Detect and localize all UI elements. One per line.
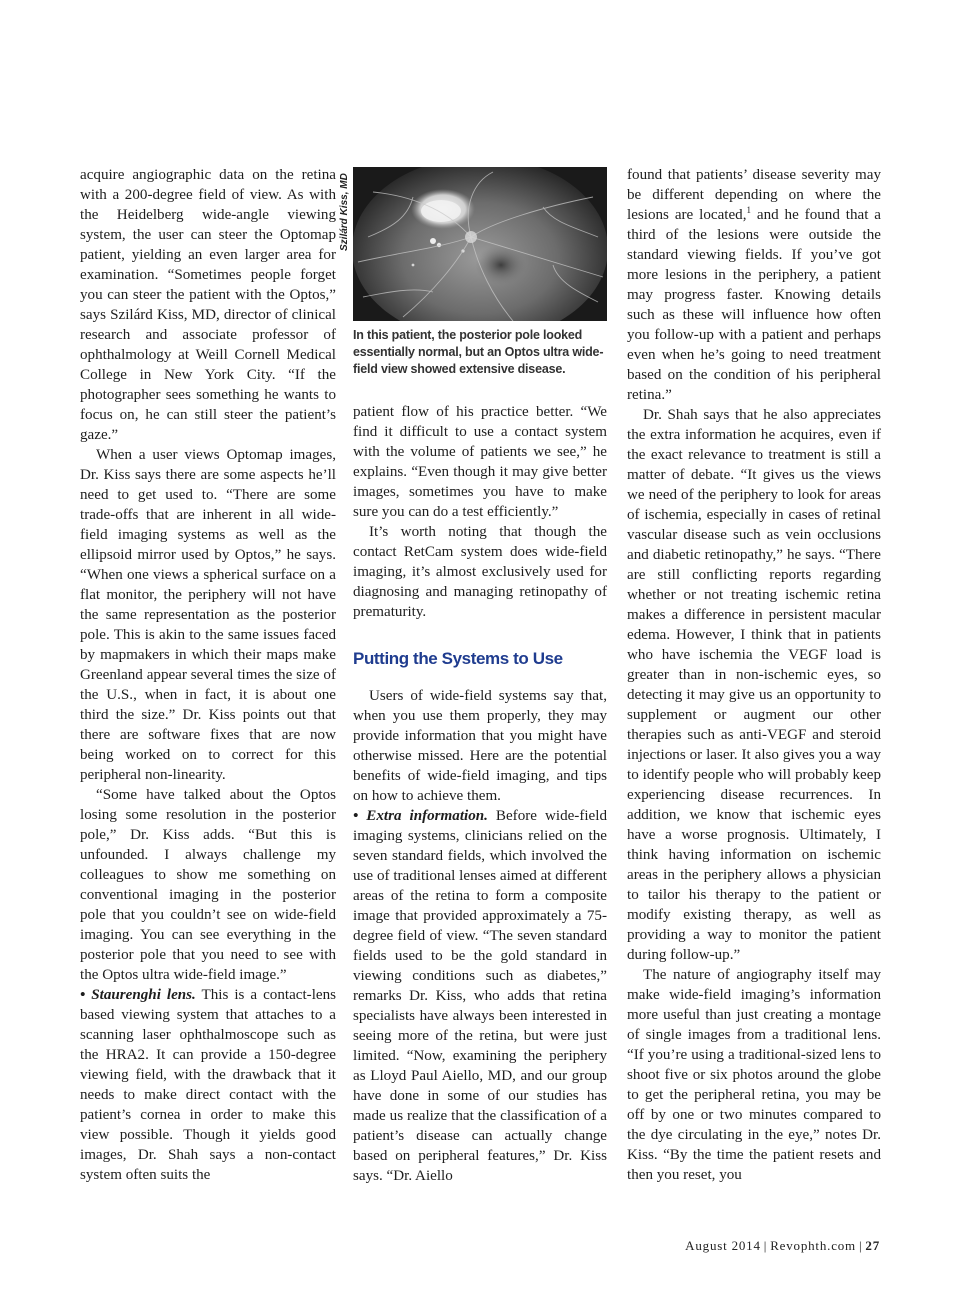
retina-angiogram-image bbox=[353, 167, 607, 321]
paragraph bbox=[353, 806, 607, 1186]
paragraph: When a user views Optomap images, Dr. Kiss says there are some aspects he’ll need to get used to. “There are some trade-offs that are inherent in all wide-field imaging systems as well as the ellipsoid mirror used by Optos,” he says. “When one views a spherical surface on a flat monitor, the periphery will not have the same representation as the posterior pole. This is akin to the same issues faced by mapmakers in which their maps make Greenland appear several times the size of the U.S., when in fact, it is about one third the size.” Dr. Kiss points out that there are software fixes that are now being worked on to correct for this peripheral non-linearity. bbox=[80, 447, 336, 783]
website: Revophth.com bbox=[770, 1238, 856, 1253]
paragraph: It’s worth noting that though the contact RetCam system does wide-field imaging, it’s almost exclusively used for diagnosing and managing retinopathy of prematurity. bbox=[353, 524, 607, 620]
paragraph-text: This is a contact-lens based viewing system that attaches to a scanning laser ophthalmoscope such as the HRA2. It can provide a 150-degree viewing field, with the drawback that it needs to make direct contact with the patient’s cornea in order to make this view possible. Though it yields good images, Dr. Shah says a non-contact system often suits the bbox=[80, 987, 337, 1183]
paragraph: Dr. Shah says that he also appreciates the extra information he acquires, even if the exact relevance to treatment is still a matter of debate. “It gives us the views we need of the periphery to look for areas of ischemia, especially in cases of retinal vascular disease such as vein occlusions and diabetic retinopathy,” he says. “There are still conflicting reports regarding whether or not treating ischemic retina makes a difference in persistent macular edema. However, I think that in patients who have ischemia the VEGF load is greater than in non-ischemic eyes, so detecting it may give us an opportunity to supplement or augment our other therapies such as anti-VEGF and steroid injections or laser. It also gives you a way to identify people who will probably keep experiencing disease recurrences. In addition, we know that ischemic eyes have a worse prognosis. Ultimately, I think having information on ischemic areas in the periphery allows a physician to tailor his therapy to the patient or modify existing therapy, as well as providing a way to monitor the patient during follow-up.” bbox=[627, 407, 881, 963]
section-heading: Putting the Systems to Use bbox=[353, 649, 563, 668]
page-footer: August 2014 | Revophth.com | 27 bbox=[685, 1238, 880, 1253]
paragraph-text: Before wide-field imaging systems, clinicians relied on the seven standard fields, which involved the use of traditional lenses aimed at different areas of the retina to form a composite image that provided approximately a 75-degree field of view. “The seven standard fields used to be the gold standard in viewing conditions such as diabetes,” remarks Dr. Kiss, who adds that retina specialists have always been interested in seeing more of the retina, but were just limited. “Now, examining the periphery as Lloyd Paul Aiello, MD, and our group have done in some of our studies has made us realize that the classification of a patient’s disease can actually change based on peripheral features,” Dr. Kiss says. “Dr. Aiello bbox=[353, 808, 607, 1184]
paragraph bbox=[80, 985, 336, 1185]
paragraph: Users of wide-field systems say that, when you use them properly, they may provide information that you might have otherwise missed. Here are the potential benefits of wide-field imaging, and tips on how to achieve them. bbox=[353, 688, 607, 804]
paragraph: patient flow of his practice better. “We find it difficult to use a contact system with the volume of patients we see,” he explains. “Even though it may give better images, sometimes you have to make sure you can do a test efficiently.” bbox=[353, 404, 607, 520]
article-column-2 bbox=[353, 402, 607, 1186]
issue-date: August 2014 bbox=[685, 1238, 761, 1253]
photo-credit: Szilárd Kiss, MD bbox=[339, 173, 350, 251]
article-column-3 bbox=[627, 165, 881, 1185]
paragraph: found that patients’ disease severity may be different depending on where the lesions are located,$^1$ and he found that a third of the lesions were outside the standard viewing fields. If you’ve got more lesions in the periphery, a patient may progress faster. Knowing details such as these will influence how often you follow-up with a patient and perhaps even when he’s going to need treatment based on the condition of his peripheral retina.” bbox=[627, 167, 881, 403]
article-column-1 bbox=[80, 165, 336, 1185]
paragraph: “Some have talked about the Optos losing some resolution in the posterior pole,” Dr. Kiss adds. “But this is unfounded. I always challenge my colleagues to show me something on conventional imaging in the posterior pole that you couldn’t see on wide-field imaging. You can see everything in the posterior pole that you need to see with the Optos ultra wide-field image.” bbox=[80, 787, 336, 983]
paragraph: acquire angiographic data on the retina with a 200-degree field of view. As with the Heidelberg wide-angle viewing system, the user can steer the Optomap patient, yielding an even larger area for examination. “Sometimes people forget you can steer the patient with the Optos,” says Szilárd Kiss, MD, director of clinical research and associate professor of ophthalmology at Weill Cornell Medical College in New York City. “If the photographer sees something he wants to focus on, he can still steer the patient’s gaze.” bbox=[80, 167, 336, 443]
lead-in: • Staurenghi lens. bbox=[80, 987, 196, 1003]
figure bbox=[353, 167, 607, 378]
footnote-ref: 1 bbox=[746, 204, 751, 215]
page-number: 27 bbox=[865, 1238, 880, 1253]
paragraph: The nature of angiography itself may make wide-field imaging’s information more useful than just creating a montage of single images from a traditional lens. “If you’re using a traditional-sized lens to shoot five or six photos around the globe to get the peripheral retina, you may be off by one or two minutes compared to the dye circulating in the eye,” notes Dr. Kiss. “By the time the patient resets and then you reset, you bbox=[627, 967, 881, 1183]
lead-in: • Extra information. bbox=[353, 808, 488, 824]
figure-caption: In this patient, the posterior pole looked essentially normal, but an Optos ultra wide-field view showed extensive disease. bbox=[353, 328, 604, 376]
